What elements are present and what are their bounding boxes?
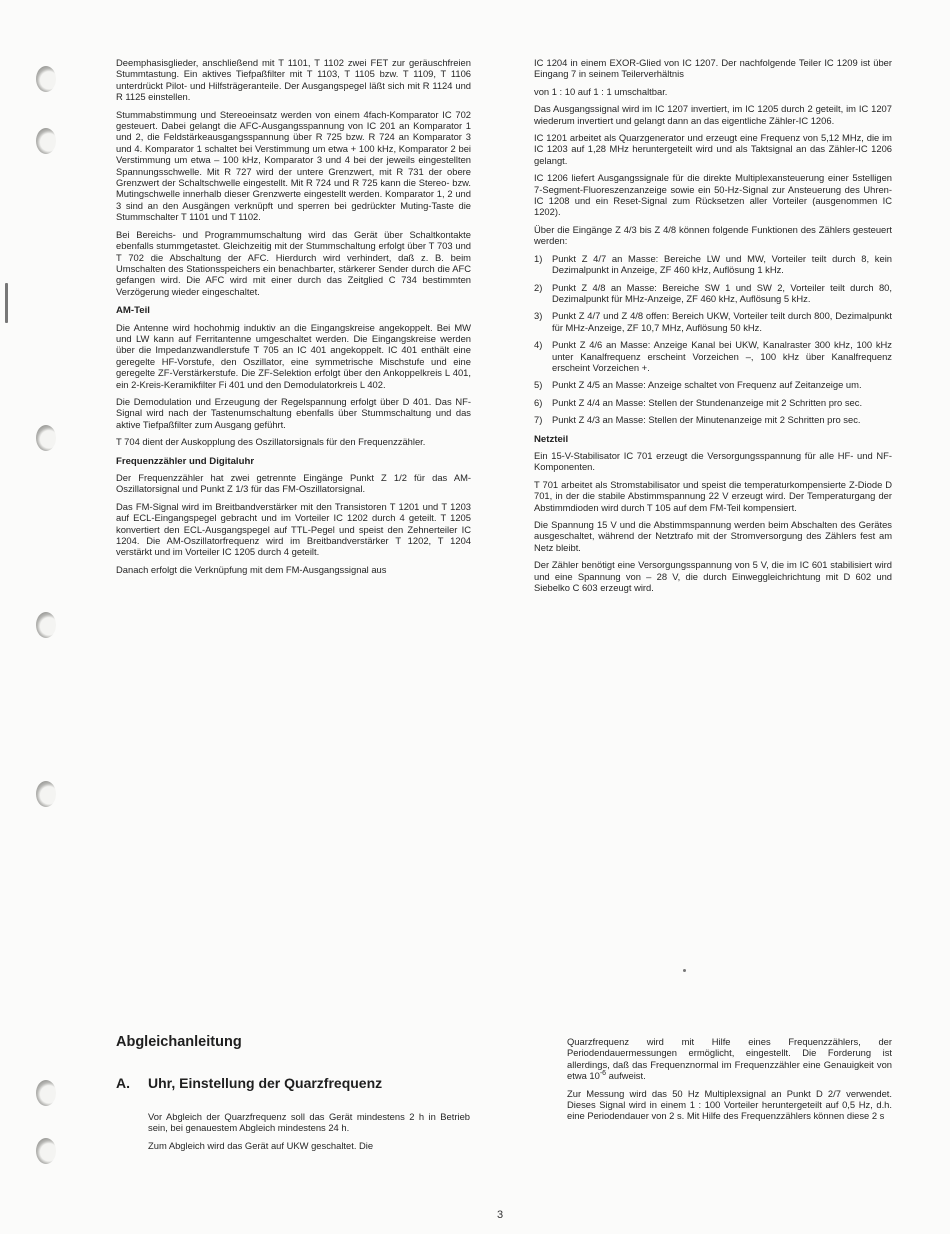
paragraph: Die Demodulation und Erzeugung der Regelspannung erfolgt über D 401. Das NF-Signal wird nach der Tastenumschaltung ebenfalls über Stummschaltung und das aktive Tiefpaßfilter zum Ausgang geführt.	[116, 395, 471, 430]
binder-hole	[34, 425, 56, 451]
section-heading-power-supply: Netzteil	[534, 433, 569, 445]
list-text: Punkt Z 4/8 an Masse: Bereiche SW 1 und SW 2, Vorteiler teilt durch 80, Dezimalpunkt für MHz-Anzeige, ZF 460 kHz, Auflösung 5 kHz.	[552, 281, 892, 304]
list-text: Punkt Z 4/4 an Masse: Stellen der Stundenanzeige mit 2 Schritten pro sec.	[552, 396, 863, 408]
list-number: 2)	[534, 281, 543, 293]
list-number: 7)	[534, 414, 543, 426]
list-text: Punkt Z 4/7 an Masse: Bereiche LW und MW, Vorteiler teilt durch 8, kein Dezimalpunkt in Anzeige, ZF 460 kHz, Auflösung 1 kHz.	[552, 252, 892, 276]
list-item	[534, 253, 892, 276]
paragraph: T 704 dient der Auskopplung des Oszillatorsignals für den Frequenzzähler.	[116, 436, 426, 448]
paragraph: IC 1201 arbeitet als Quarzgenerator und erzeugt eine Frequenz von 5,12 MHz, die im IC 1203 auf 1,28 MHz heruntergeteilt wird und als Taktsignal an das Zähler-IC 1206 gelangt.	[534, 132, 892, 166]
binder-hole	[34, 1138, 56, 1164]
binder-hole	[34, 781, 56, 807]
right-text-column	[534, 57, 892, 599]
section-title: Uhr, Einstellung der Quarzfrequenz	[148, 1075, 383, 1091]
section-letter: A.	[116, 1075, 130, 1091]
exponent: -6	[599, 1070, 607, 1078]
paragraph: Stummabstimmung und Stereoeinsatz werden von einem 4fach-Komparator IC 702 gesteuert. Dabei gelangt die AFC-Ausgangsspannung von IC 201 an Komparator 1 und 2, die Feldstärkeausgangsspannung über R 725 bzw. R 724 an Komparator 3 und 4. Komparator 1 schaltet bei Verstimmung um etwa + 100 kHz, Komparator 2 bei Verstimmung um etwa – 100 kHz, Komparator 3 und 4 bei der jeweils eingestellten Spannungsschwelle. Mit R 727 wird der untere Grenzwert, mit R 731 der obere Grenzwert der Schaltschwelle eingestellt. Mit R 724 und R 725 kann die Stereo- bzw. Mutingschwelle innerhalb dieser Grenzwerte eingestellt werden. Komparator 1, 2 und 3 sind an den Ausgängen verknüpft und sperren bei gedrückter Muting-Taste die Stummschalter T 1101 und T 1102.	[116, 108, 471, 223]
paragraph: Zur Messung wird das 50 Hz Multiplexsignal an Punkt D 2/7 verwendet. Dieses Signal wird in einem 1 : 100 Vorteiler heruntergeteilt auf 0,5 Hz, d.h. eine Periodendauer von 2 s. Mit Hilfe des Frequenzzählers können diese 2 s	[567, 1087, 892, 1122]
list-number: 5)	[534, 379, 543, 391]
list-number: 6)	[534, 396, 543, 408]
section-a-heading	[116, 1075, 382, 1091]
paragraph: Danach erfolgt die Verknüpfung mit dem FM-Ausgangssignal aus	[116, 563, 387, 575]
paragraph: Der Zähler benötigt eine Versorgungsspannung von 5 V, die im IC 601 stabilisiert wird und eine Spannung von – 28 V, die durch Einweggleichrichtung mit D 602 und Siebelko C 603 erzeugt wird.	[534, 559, 892, 594]
paragraph: Ein 15-V-Stabilisator IC 701 erzeugt die Versorgungsspannung für alle HF- und NF-Komponenten.	[534, 449, 892, 473]
text-run: aufweist.	[606, 1070, 646, 1082]
paragraph: Deemphasisglieder, anschließend mit T 1101, T 1102 zwei FET zur geräuschfreien Stummtastung. Ein aktives Tiefpaßfilter mit T 1103, T 1105 bzw. T 1109, T 1106 unterdrückt Pilot- und Hilfsträgeranteile. Der Ausgangspegel läßt sich mit R 1124 und R 1125 einstellen.	[116, 57, 471, 103]
list-item	[534, 397, 892, 408]
function-list	[534, 253, 892, 426]
left-text-column	[116, 57, 471, 581]
section-heading-frequency-counter: Frequenzzähler und Digitaluhr	[116, 455, 255, 467]
binder-hole	[34, 128, 56, 154]
list-item	[534, 339, 892, 373]
binder-hole	[34, 612, 56, 638]
binder-hole	[34, 66, 56, 92]
binder-hole	[34, 1080, 56, 1106]
paragraph: Das FM-Signal wird im Breitbandverstärker mit den Transistoren T 1201 und T 1203 auf ECL-Eingangspegel gebracht und im Vorteiler IC 1202 durch 4 geteilt. T 1205 konvertiert den ECL-Ausgangspegel auf TTL-Pegel und speist den Zehnerteiler IC 1204. Die AM-Oszillatorfrequenz wird im Breitbandverstärker T 1202, T 1204 verstärkt und im Vorteiler IC 1205 durch 4 geteilt.	[116, 500, 471, 558]
paragraph: Zum Abgleich wird das Gerät auf UKW geschaltet. Die	[148, 1139, 374, 1151]
paragraph: Der Frequenzzähler hat zwei getrennte Eingänge Punkt Z 1/2 für das AM-Oszillatorsignal und Punkt Z 1/3 für das FM-Oszillatorsignal.	[116, 472, 471, 495]
scan-speck	[683, 969, 686, 972]
adjustment-left-column	[148, 1111, 470, 1157]
paragraph: Über die Eingänge Z 4/3 bis Z 4/8 können folgende Funktionen des Zählers gesteuert werden:	[534, 223, 892, 247]
paragraph: IC 1206 liefert Ausgangssignale für die direkte Multiplexansteuerung einer 5stelligen 7-Segment-Fluoreszenzanzeige sowie ein 50-Hz-Signal zur Ansteuerung des Uhren-IC 1208 und ein Reset-Signal zum Rücksetzen aller Vorteiler (ausgenommen IC 1202).	[534, 172, 892, 218]
adjustment-heading: Abgleichanleitung	[116, 1034, 242, 1050]
text-run: Quarzfrequenz wird mit Hilfe eines Frequenzzählers, der Periodendauermessungen ermöglicht, eingestellt. Die Forderung ist allerdings, daß das Frequenznormal im Frequenzzähler eine Genauigkeit von etwa 10	[567, 1036, 892, 1082]
paragraph: IC 1204 in einem EXOR-Glied von IC 1207. Der nachfolgende Teiler IC 1209 ist über Eingang 7 in seinem Teilerverhältnis	[534, 57, 892, 80]
list-item	[534, 282, 892, 305]
list-number: 3)	[534, 310, 543, 322]
list-number: 4)	[534, 339, 543, 351]
paragraph: Die Spannung 15 V und die Abstimmspannung werden beim Abschalten des Gerätes ausgeschaltet, während der Netztrafo mit der Stromversorgung des Zählers fest am Netz bleibt.	[534, 519, 892, 553]
list-text: Punkt Z 4/3 an Masse: Stellen der Minutenanzeige mit 2 Schritten pro sec.	[552, 414, 861, 426]
list-number: 1)	[534, 252, 543, 264]
paragraph: T 701 arbeitet als Stromstabilisator und speist die temperaturkompensierte Z-Diode D 701, in der die stabile Abstimmspannung 22 V erzeugt wird. Der Temperaturgang der Abstimmdioden wird durch T 105 auf dem FM-Teil kompensiert.	[534, 478, 892, 513]
paragraph: Bei Bereichs- und Programmumschaltung wird das Gerät über Schaltkontakte ebenfalls stummgetastet. Gleichzeitig mit der Stummschaltung erfolgt über T 703 und T 702 die Abschaltung der AFC. Hierdurch wird verhindert, daß z. B. beim Umschalten des Stationsspeichers ein benachbarter, stärkerer Sender durch die AFC gefangen wird. Die AFC wird mit einer durch das Zeitglied C 734 bestimmten Verzögerung wieder eingeschaltet.	[116, 228, 471, 297]
list-item	[534, 310, 892, 333]
paragraph: von 1 : 10 auf 1 : 1 umschaltbar.	[534, 85, 668, 97]
page-number: 3	[497, 1209, 504, 1221]
adjustment-right-column	[567, 1036, 892, 1128]
list-item	[534, 414, 892, 425]
list-text: Punkt Z 4/5 an Masse: Anzeige schaltet von Frequenz auf Zeitanzeige um.	[552, 379, 862, 391]
list-text: Punkt Z 4/7 und Z 4/8 offen: Bereich UKW, Vorteiler teilt durch 800, Dezimalpunkt für MHz-Anzeige, ZF 10,7 MHz, Auflösung 50 kHz.	[552, 310, 892, 333]
list-item	[534, 379, 892, 390]
paragraph: Das Ausgangssignal wird im IC 1207 invertiert, im IC 1205 durch 2 geteilt, im IC 1207 wiederum invertiert und gelangt dann an das eigentliche Zähler-IC 1206.	[534, 103, 892, 126]
section-heading-am: AM-Teil	[116, 305, 150, 317]
paragraph: Vor Abgleich der Quarzfrequenz soll das Gerät mindestens 2 h in Betrieb sein, bei genauestem Abgleich mindestens 24 h.	[148, 1111, 470, 1134]
scan-mark	[5, 283, 8, 323]
paragraph	[567, 1036, 892, 1082]
paragraph: Die Antenne wird hochohmig induktiv an die Eingangskreise angekoppelt. Bei MW und LW kann auf Ferritantenne umgeschaltet werden. Die Eingangskreise werden über die Impedanzwandlerstufe T 705 an IC 401 angekoppelt. IC 401 enthält eine geregelte HF-Vorstufe, den Oszillator, eine symmetrische Mischstufe und eine geregelte ZF-Verstärkerstufe. Die ZF-Selektion erfolgt über den Ankoppelkreis L 401, ein 2-Kreis-Keramikfilter Fi 401 und den Demodulatorkreis L 402.	[116, 321, 471, 390]
list-text: Punkt Z 4/6 an Masse: Anzeige Kanal bei UKW, Kanalraster 300 kHz, 100 kHz unter Kanalfrequenz erscheint Vorzeichen –, 100 kHz über Kanalfrequenz erscheint Vorzeichen +.	[552, 339, 892, 373]
